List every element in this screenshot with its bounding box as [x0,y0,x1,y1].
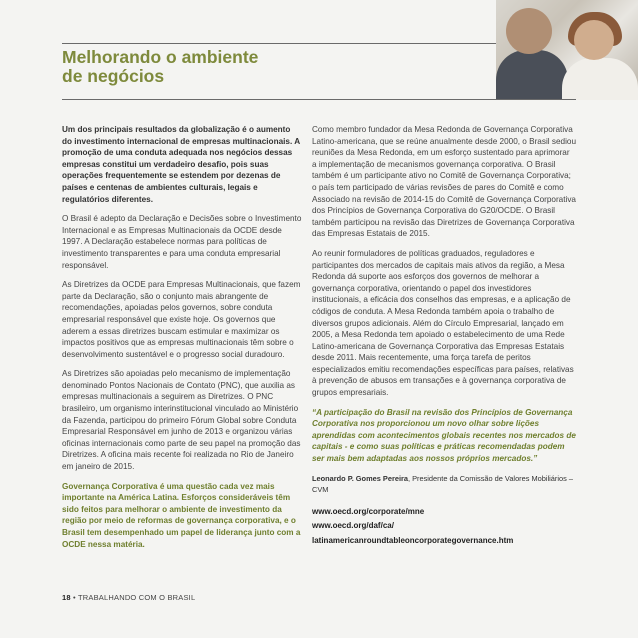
left-column [62,124,302,558]
quote-attribution: Leonardo P. Gomes Pereira, Presidente da Comissão de Valores Mobiliários – CVM [312,473,573,495]
body-paragraph: As Diretrizes são apoiadas pelo mecanismo de implementação denominado Pontos Nacionais de Contato (PNC), que auxilia as empresas multinacionais a seguirem as Diretrizes. O PNC brasileiro, um organismo interinstitucional vinculado ao Ministério da Fazenda, participou do primeiro Fórum Global sobre Conduta Empresarial Responsável em junho de 2013 e organizou várias oficinas internacionais como parte de seu papel na promoção das Diretrizes. A oficina mais recente foi realizada no Rio de Janeiro em janeiro de 2015. [62,369,301,472]
body-paragraph: As Diretrizes da OCDE para Empresas Multinacionais, que fazem parte da Declaração, são o conjunto mais abrangente de recomendações, apoiadas pelos governos, sobre conduta empresarial responsável que existe hoje. Os governos que aderem a essas diretrizes buscam estimular e maximizar os impactos positivos que as empresas multinacionais têm sobre o desenvolvimento sustentável e o progresso social duradouro. [62,280,301,359]
body-paragraph: Como membro fundador da Mesa Redonda de Governança Corporativa Latino-americana, que se reúne anualmente desde 2000, o Brasil sediou reuniões da Mesa Redonda, em um esforço sustentado para aprimorar a implementação de mecanismos governança corporativa. O Brasil também é um participante ativo no Comitê de Governança Corporativa; o país tem participado de várias revisões de pares do Comitê e como Associado na revisão de 2014-15 do Comitê de Governança Corporativa dos Princípios de Governança Corporativa do G20/OCDE. O Brasil também participou na revisão das Diretrizes de Governança Corporativa das Empresas Estatais de 2015. [312,125,576,239]
body-paragraph: O Brasil é adepto da Declaração e Decisões sobre o Investimento Internacional e as Empresas Multinacionais da OCDE desde 1997. A Declaração estabelece normas para políticas de investimento transparentes e para uma conduta empresarial responsável. [62,214,302,270]
page-number: 18 [62,593,71,602]
footer-text: • TRABALHANDO COM O BRASIL [70,593,196,602]
header-photo [496,0,638,100]
highlight-paragraph: Governança Corporativa é uma questão cada vez mais importante na América Latina. Esforços consideráveis têm sido feitos para melhorar o ambiente de investimento da região por meio de reformas de governança corporativa, e o Brasil tem desempenhado um papel de liderança junto com a OCDE nessa matéria. [62,481,301,549]
title-bottom-rule [62,99,576,100]
link-roundtable[interactable]: latinamericanroundtableoncorporategovernance.htm [312,536,514,545]
right-column [312,124,576,547]
page-footer [62,593,195,602]
page-title: Melhorando o ambiente de negócios [62,47,259,86]
pull-quote: “A participação do Brasil na revisão dos Princípios de Governança Corporativa nos proporcionou um novo olhar sobre lições aprendidas com acontecimentos globais recentes nos mercados de capitais - e como suas políticas e práticas recomendadas podem ser mais bem adaptadas aos nossos próprios mercados.” [312,407,576,464]
body-paragraph: Ao reunir formuladores de políticas graduados, reguladores e participantes dos mercados de capitais mais ativos da região, a Mesa Redonda dá suporte aos esforços dos governos de melhorar a governança corporativa, orientando o papel dos investidores institucionais, a eficácia dos conselhos das empresas, e a aplicação de códigos de conduta. A Mesa Redonda também apoia o trabalho de diversos grupos adicionais. Além do Círculo Empresarial, lançado em 2005, a Mesa Redonda tem apoiado o estabelecimento de uma Rede Latino-americana de Governança Corporativa das Empresas Estatais desde 2011. Mais recentemente, uma força tarefa de peritos especializados emitiu recomendações específicas para países, relativas à prevenção de abusos em transações e à governança corporativa de grupos empresariais. [312,248,574,398]
lead-paragraph: Um dos principais resultados da globalização é o aumento do investimento internacional de empresas multinacionais. A promoção de uma conduta adequada nos negócios dessas empresas constitui um verdadeiro desafio, pois suas operações frequentemente se estendem por dezenas de países e centenas de ambientes culturais, legais e regulatórios diferentes. [62,125,300,204]
link-mne[interactable]: www.oecd.org/corporate/mne [312,506,425,516]
title-top-rule [62,43,496,44]
link-daf-ca[interactable]: www.oecd.org/daf/ca/ [312,521,394,531]
